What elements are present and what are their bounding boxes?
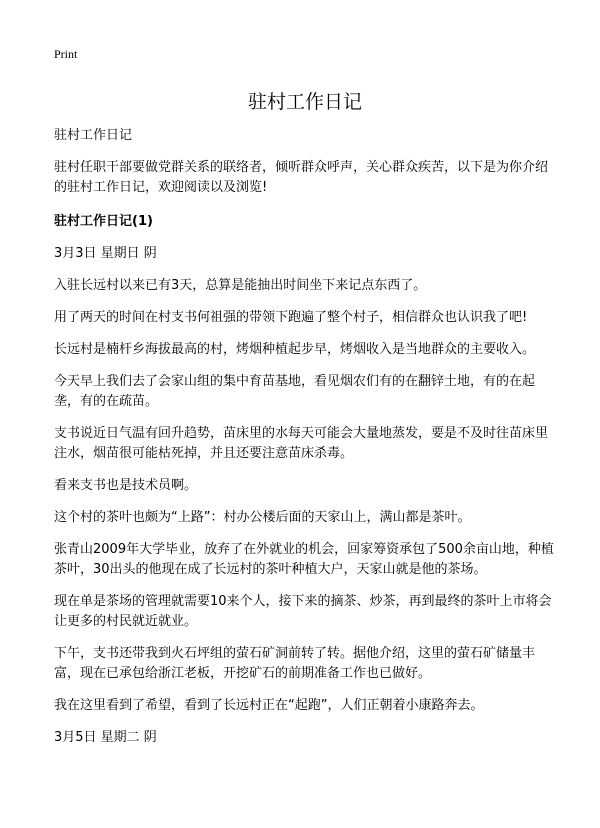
entry-date: 3月5日 星期二 阴: [54, 730, 157, 745]
diary-paragraph: 今天早上我们去了会家山组的集中育苗基地，看见烟农们有的在翻锌土地，有的在起垄，有的在疏苗。: [54, 374, 536, 409]
diary-paragraph: 下午，支书还带我到火石坪组的萤石矿洞前转了转。据他介绍，这里的萤石矿储量丰富，现在已承包给浙江老板，开挖矿石的前期准备工作也已做好。: [54, 646, 536, 681]
diary-paragraph: 支书说近日气温有回升趋势，苗床里的水每天可能会大量地蒸发，要是不及时往苗床里注水，烟苗很可能枯死掉，并且还要注意苗床杀毒。: [54, 426, 549, 461]
page-title: 驻村工作日记: [247, 91, 362, 113]
print-link[interactable]: Print: [54, 47, 78, 61]
diary-paragraph: 用了两天的时间在村支书何祖强的带领下跑遍了整个村子，相信群众也认识我了吧!: [54, 310, 528, 325]
diary-paragraph: 看来支书也是技术员啊。: [54, 478, 198, 493]
entry-date: 3月3日 星期日 阴: [54, 246, 157, 261]
diary-paragraph: 这个村的茶叶也颇为“上路”：村办公楼后面的天家山上，满山都是茶叶。: [54, 510, 471, 525]
diary-paragraph: 长远村是楠杆乡海拔最高的村，烤烟种植起步早，烤烟收入是当地群众的主要收入。: [54, 342, 536, 357]
document-subtitle: 驻村工作日记: [54, 128, 133, 143]
intro-paragraph: 驻村任职干部要做党群关系的联络者，倾听群众呼声，关心群众疾苦，以下是为你介绍的驻村工作日记，欢迎阅读以及浏览!: [54, 160, 549, 195]
section-heading: 驻村工作日记(1): [54, 214, 153, 229]
diary-paragraph: 现在单是茶场的管理就需要10来个人，接下来的摘茶、炒茶，再到最终的茶叶上市将会让更多的村民就近就业。: [54, 594, 552, 629]
diary-paragraph: 我在这里看到了希望，看到了长远村正在“起跑”，人们正朝着小康路奔去。: [54, 698, 484, 713]
diary-paragraph: 张青山2009年大学毕业，放弃了在外就业的机会，回家筹资承包了500余亩山地，种植茶叶，30出头的他现在成了长远村的茶叶种植大户，天家山就是他的茶场。: [54, 542, 554, 577]
diary-paragraph: 入驻长远村以来已有3天，总算是能抽出时间坐下来记点东西了。: [54, 278, 427, 293]
